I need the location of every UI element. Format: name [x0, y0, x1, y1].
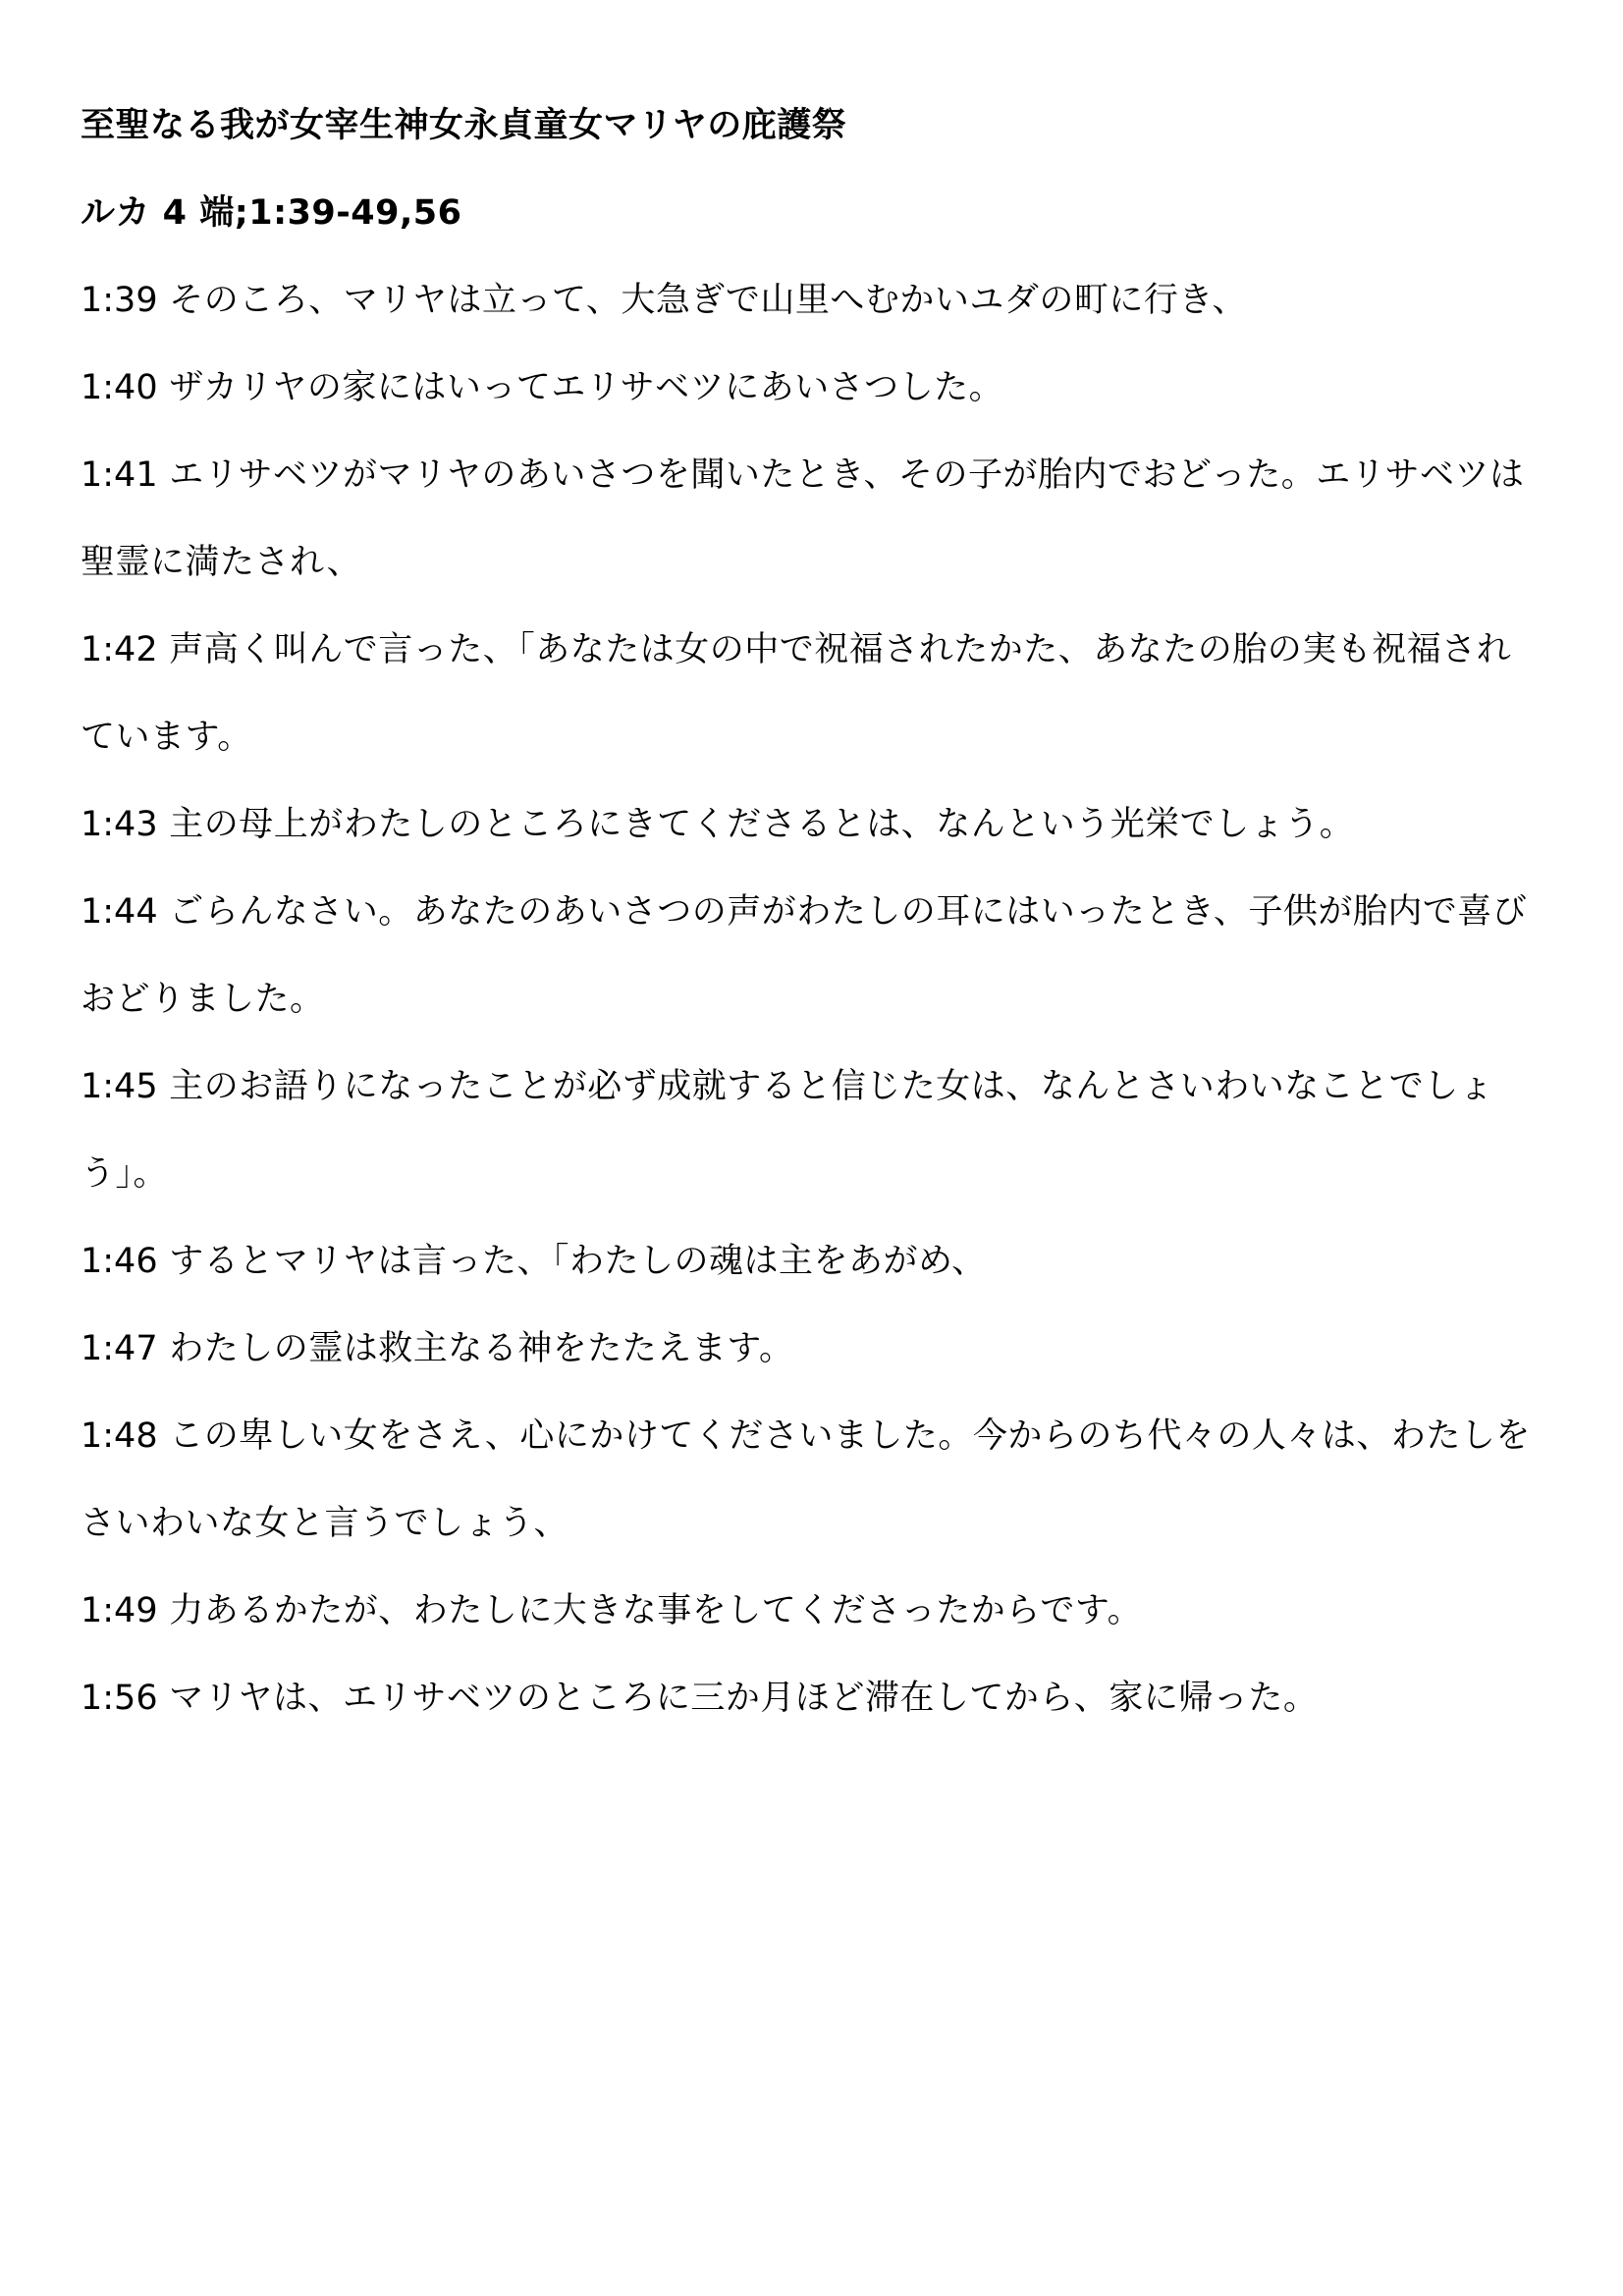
verse-continuation: 聖霊に満たされ、 — [81, 543, 362, 582]
verse-number: 1:39 — [81, 281, 158, 320]
verse-text: 声高く叫んで言った、「あなたは女の中で祝福されたかた、あなたの胎の実も祝福され — [169, 630, 1512, 669]
verse-text: この卑しい女をさえ、心にかけてくださいました。今からのち代々の人々は、わたしを — [169, 1416, 1531, 1456]
document-title: 至聖なる我が女宰生神女永貞童女マリヤの庇護祭 — [81, 106, 847, 145]
verse-number: 1:43 — [81, 805, 158, 844]
verse-text: 主の母上がわたしのところにきてくださるとは、なんという光栄でしょう。 — [169, 805, 1355, 844]
verse-number: 1:44 — [81, 892, 158, 932]
verse-line — [81, 446, 1553, 505]
verse-line — [81, 1407, 1553, 1466]
verse-text: わたしの霊は救主なる神をたたえます。 — [169, 1329, 794, 1368]
verse-line — [81, 358, 1553, 417]
verse-continuation: おどりました。 — [81, 980, 325, 1019]
verse-continuation: ています。 — [81, 718, 252, 757]
verse-line — [81, 1319, 1553, 1378]
verse-text: ごらんなさい。あなたのあいさつの声がわたしの耳にはいったとき、子供が胎内で喜び — [169, 892, 1528, 932]
verse-line — [81, 1057, 1553, 1116]
verse-text: ザカリヤの家にはいってエリサベツにあいさつした。 — [169, 368, 1004, 407]
verse-line — [81, 882, 1553, 941]
verse-number: 1:56 — [81, 1679, 158, 1718]
verse-continuation: う」。 — [81, 1154, 169, 1194]
verse-text: マリヤは、エリサベツのところに三か月ほど滞在してから、家に帰った。 — [169, 1679, 1319, 1718]
verse-line — [81, 1581, 1553, 1640]
verse-number: 1:48 — [81, 1416, 158, 1456]
verse-text: 主のお語りになったことが必ず成就すると信じた女は、なんとさいわいなことでしょ — [169, 1067, 1494, 1106]
verse-line — [81, 620, 1553, 679]
verse-number: 1:45 — [81, 1067, 158, 1106]
verse-number: 1:40 — [81, 368, 158, 407]
verse-text: そのころ、マリヤは立って、大急ぎで山里へむかいユダの町に行き、 — [169, 281, 1247, 320]
verse-text: するとマリヤは言った、「わたしの魂は主をあがめ、 — [169, 1242, 987, 1281]
verse-number: 1:46 — [81, 1242, 158, 1281]
verse-line — [81, 1232, 1553, 1291]
verse-number: 1:47 — [81, 1329, 158, 1368]
verse-number: 1:42 — [81, 630, 158, 669]
verse-text: 力あるかたが、わたしに大きな事をしてくださったからです。 — [169, 1591, 1143, 1630]
verse-continuation: さいわいな女と言うでしょう、 — [81, 1504, 569, 1543]
scripture-reference: ルカ 4 端;1:39-49,56 — [81, 193, 462, 233]
verse-line — [81, 271, 1553, 330]
verse-text: エリサベツがマリヤのあいさつを聞いたとき、その子が胎内でおどった。エリサベツは — [169, 455, 1525, 495]
verse-line — [81, 1669, 1553, 1728]
verse-number: 1:49 — [81, 1591, 158, 1630]
verse-number: 1:41 — [81, 455, 158, 495]
verse-line — [81, 795, 1553, 854]
